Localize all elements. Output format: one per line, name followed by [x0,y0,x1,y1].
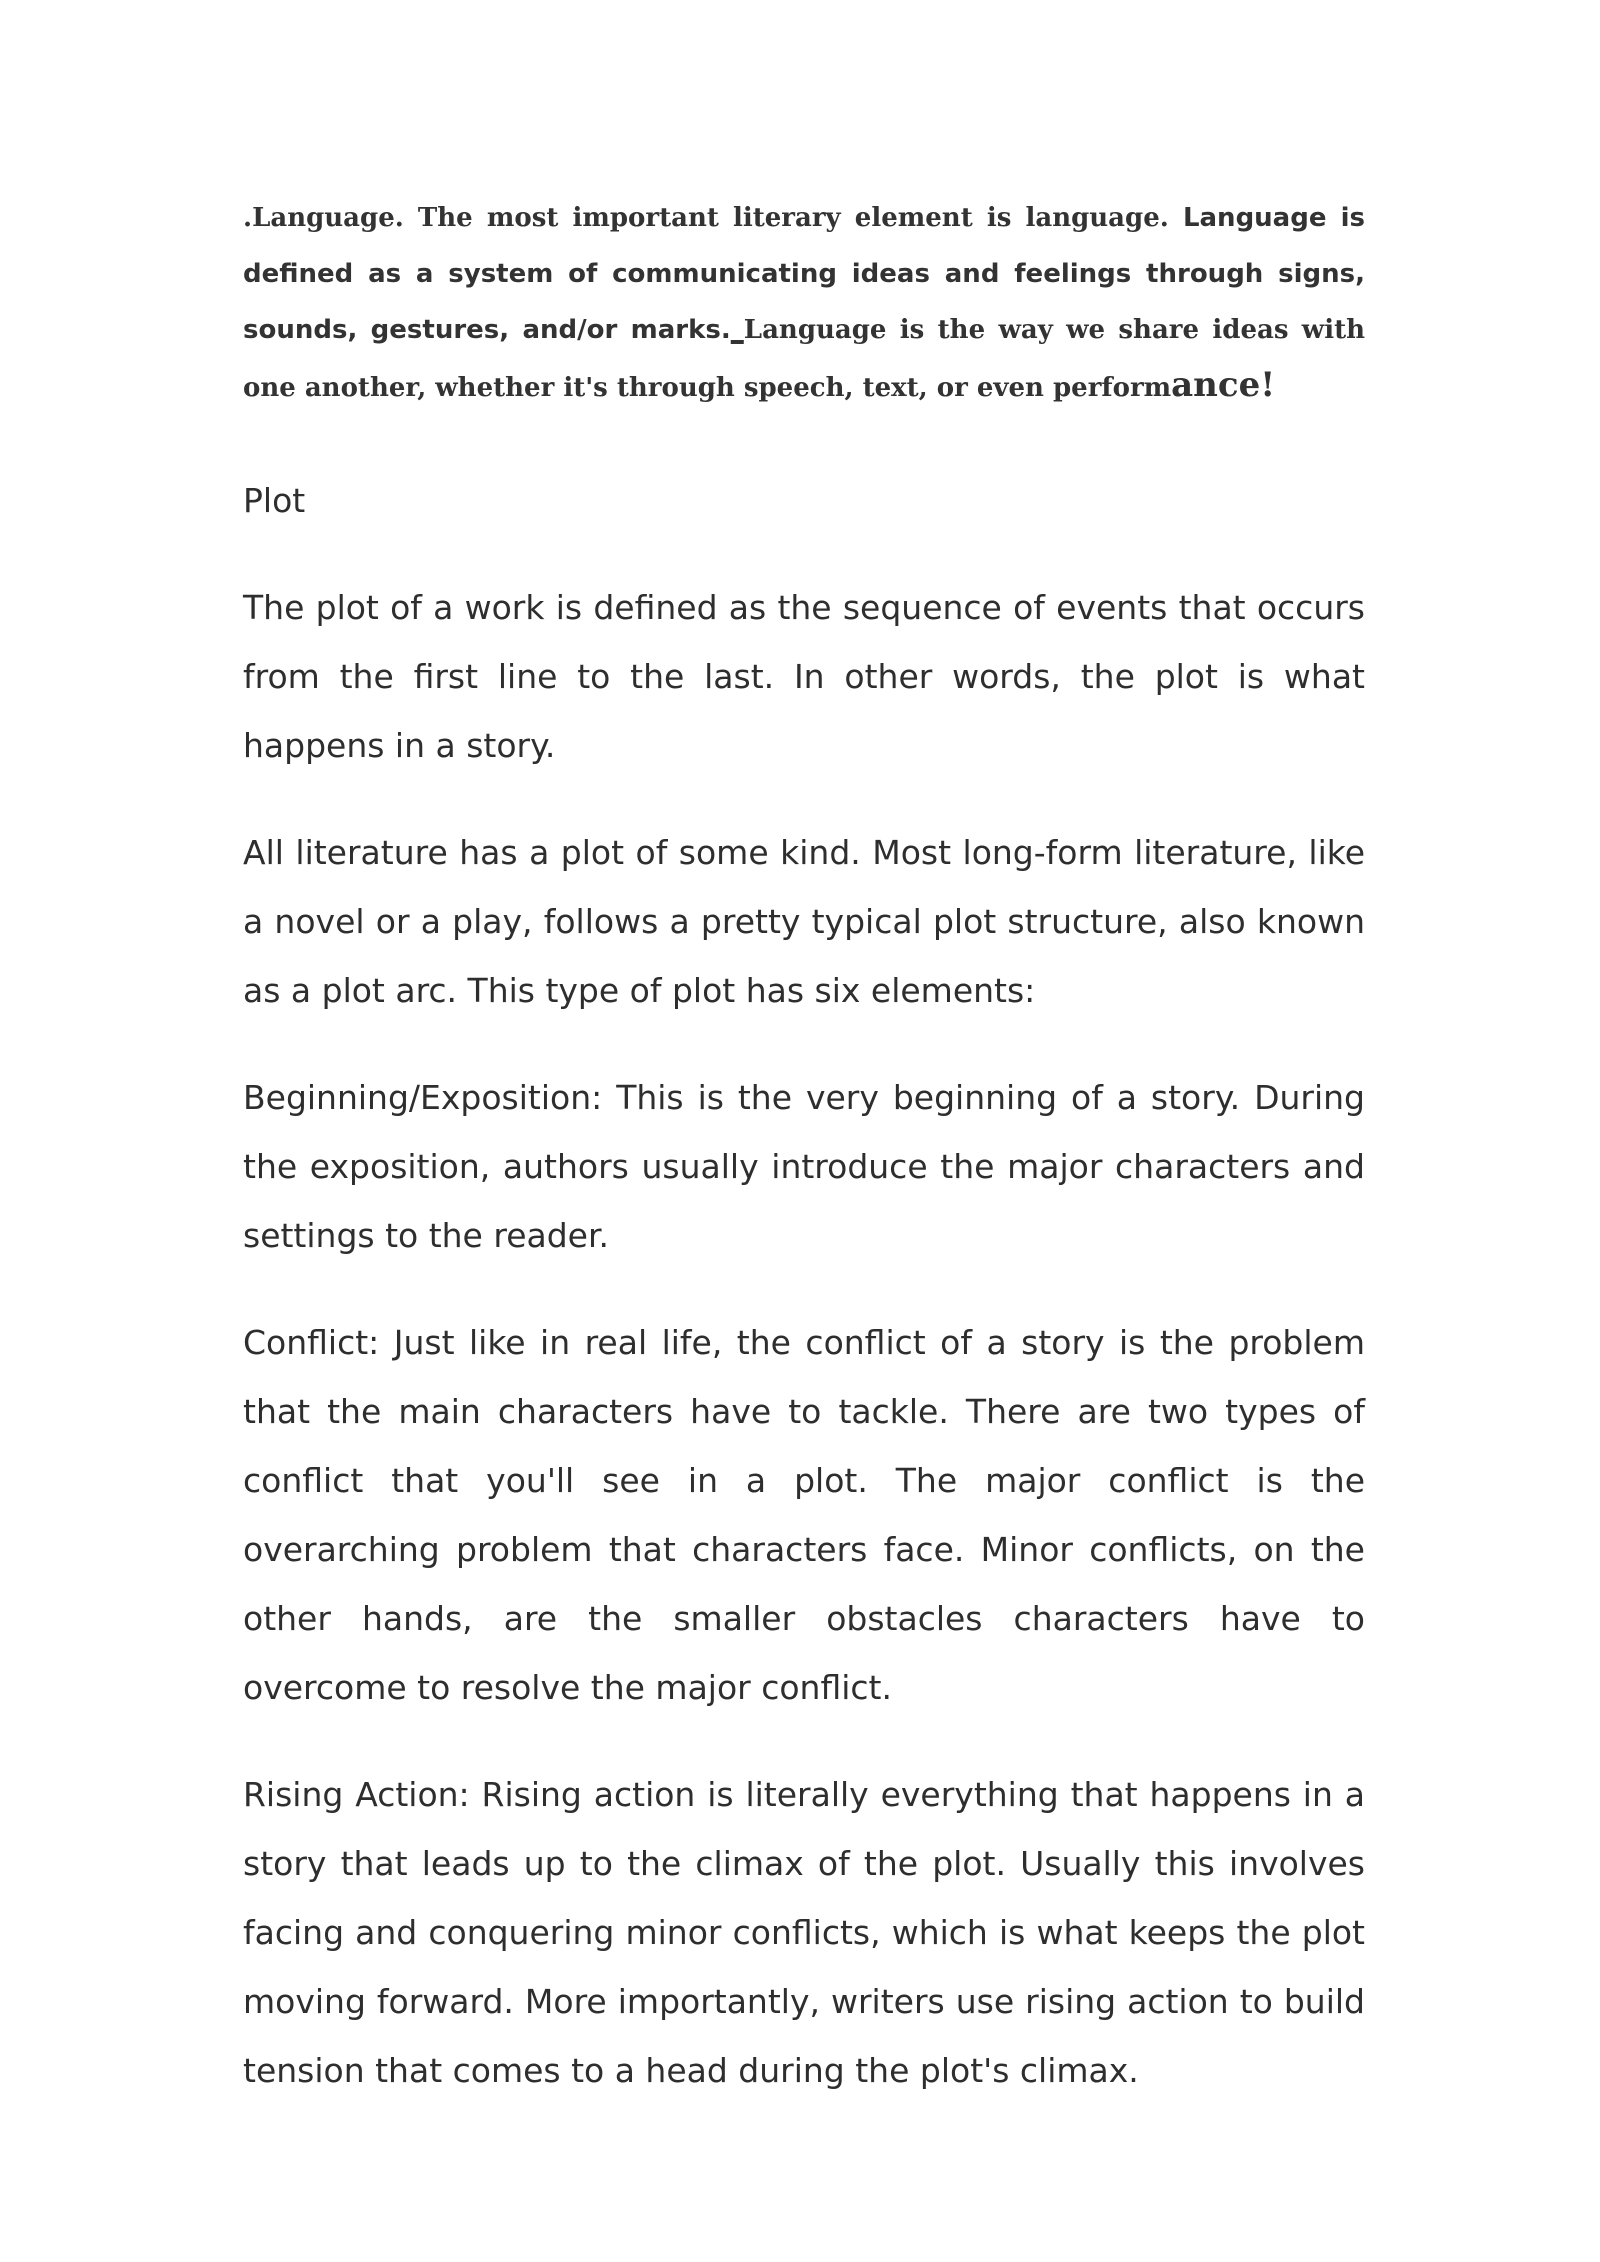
intro-definition: Language is defined as a system of communicating ideas and feelings through signs, sounds, gestures, and/or marks. [243,203,1365,345]
intro-lead-dot: . [243,203,253,233]
intro-sentence-1: The most important literary element is language. [403,203,1169,233]
intro-sentence-3-end: ance! [1171,365,1276,405]
conflict-paragraph: Conflict: Just like in real life, the conflict of a story is the problem that the main characters have to tackle. There are two types of conflict that you'll see in a plot. The major conflict is the overarching problem that characters face. Minor conflicts, on the other hands, are the smaller obstacles characters have to overcome to resolve the major conflict. [243,1323,1365,1707]
intro-underscore: _ [730,315,744,345]
document-body [243,190,1365,2143]
intro-lead-word: Language. [252,203,404,233]
rising-action-paragraph: Rising Action: Rising action is literally everything that happens in a story that leads up to the climax of the plot. Usually this involves facing and conquering minor conflicts, which is what keeps the plot moving forward. More importantly, writers use rising action to build tension that comes to a head during the plot's climax. [243,1775,1365,2090]
plot-heading: Plot [243,481,306,520]
exposition-paragraph: Beginning/Exposition: This is the very beginning of a story. During the exposition, authors usually introduce the major characters and settings to the reader. [243,1078,1365,1255]
language-intro-paragraph [243,190,1365,416]
plot-definition-paragraph: The plot of a work is defined as the sequence of events that occurs from the first line to the last. In other words, the plot is what happens in a story. [243,588,1365,765]
plot-structure-paragraph: All literature has a plot of some kind. Most long-form literature, like a novel or a play, follows a pretty typical plot structure, also known as a plot arc. This type of plot has six elements: [243,833,1365,1010]
intro-sentence-3: Language is the way we share ideas with one another, whether it's through speech, text, or even perform [243,315,1365,403]
